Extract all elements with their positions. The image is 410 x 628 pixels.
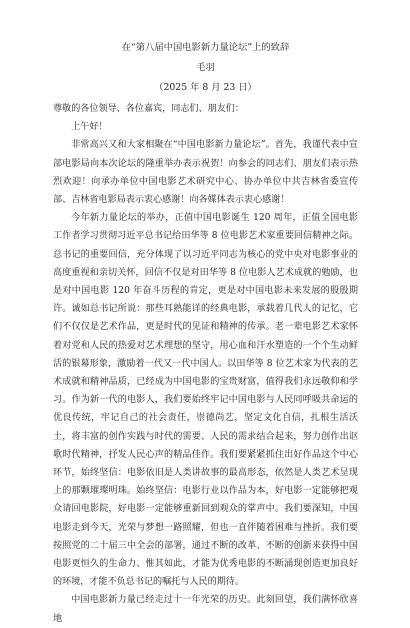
paragraph-greeting: 上午好！ bbox=[71, 122, 108, 133]
paragraph-closing: 中国电影新力量已经走过十一年光荣的历史。此刻回望，我们满怀欣喜地 bbox=[53, 595, 358, 624]
document-author: 毛羽 bbox=[196, 62, 215, 73]
title-block bbox=[53, 0, 358, 98]
salutation: 尊敬的各位领导、各位嘉宾，同志们、朋友们： bbox=[53, 104, 244, 114]
paragraph-welcome: 非常高兴又和大家相聚在“中国电影新力量论坛”。首先，我谨代表中宣部电影局向本次论坛的隆重举办表示祝贺！向参会的同志们、朋友们表示热烈欢迎！向承办单位中国电影艺术研究中心、协办单位中共吉林省委宣传部、吉林省电影局表示衷心感谢！向各媒体表示衷心感谢！ bbox=[53, 140, 358, 206]
document-date: （2025 年 8 月 23 日） bbox=[154, 82, 257, 93]
document-body bbox=[53, 100, 358, 628]
document-title: 在“第八届中国电影新力量论坛”上的致辞 bbox=[121, 42, 290, 53]
paragraph-main: 今年新力量论坛的举办，正值中国电影诞生 120 周年，正值全国电影工作者学习贯彻习近平总书记给田华等 8 位电影艺术家重要回信精神之际。总书记的重要回信，充分体现了以习近平同志为核心的党中央对电影事业的高度重视和亲切关怀，回信不仅是对田华等 8 位电影人艺术成就的勉励，也是对中国电影 120 年奋斗历程的肯定，更是对中国电影未来发展的殷殷期许。诚如总书记所说：那些耳熟能详的经典电影，承载着几代人的记忆，它们不仅仅是艺术作品，更是时代的见证和精神的传承。老一辈电影艺术家怀着对党和人民的热爱对艺术理想的坚守，用心血和汗水塑造的一个个生动鲜活的银幕形象，激励着一代又一代中国人。以田华等 8 位艺术家为代表的艺术成就和精神品质，已经成为中国电影的宝贵财富，值得我们永远敬仰和学习。作为新一代的电影人，我们要始终牢记中国电影与人民同呼吸共命运的优良传统，牢记自己的社会责任，崇德尚艺，坚定文化自信，扎根生活沃土，将丰富的创作实践与时代的需要、人民的需求结合起来，努力创作出讴歌时代精神，抒发人民心声的精品佳作。我们要紧紧抓住出好作品这个中心环节，始终坚信：电影依旧是人类讲故事的最高形态，依然是人类艺术呈现上的那颗璀璨明珠。始终坚信：电影行业以作品为本，好电影一定能够把观众请回电影院，好电影一定能够重新回到观众的掌声中。我们要深知，中国电影走到今天，光荣与梦想一路照耀，但也一直伴随着困难与挫折。我们要按照党的二十届三中全会的部署，通过不断的改革、不断的创新来获得中国电影更恒久的生命力、惟其如此，才能为优秀电影的不断涌现创造更加良好的环境，才能不负总书记的嘱托与人民的期待。 bbox=[53, 213, 358, 588]
